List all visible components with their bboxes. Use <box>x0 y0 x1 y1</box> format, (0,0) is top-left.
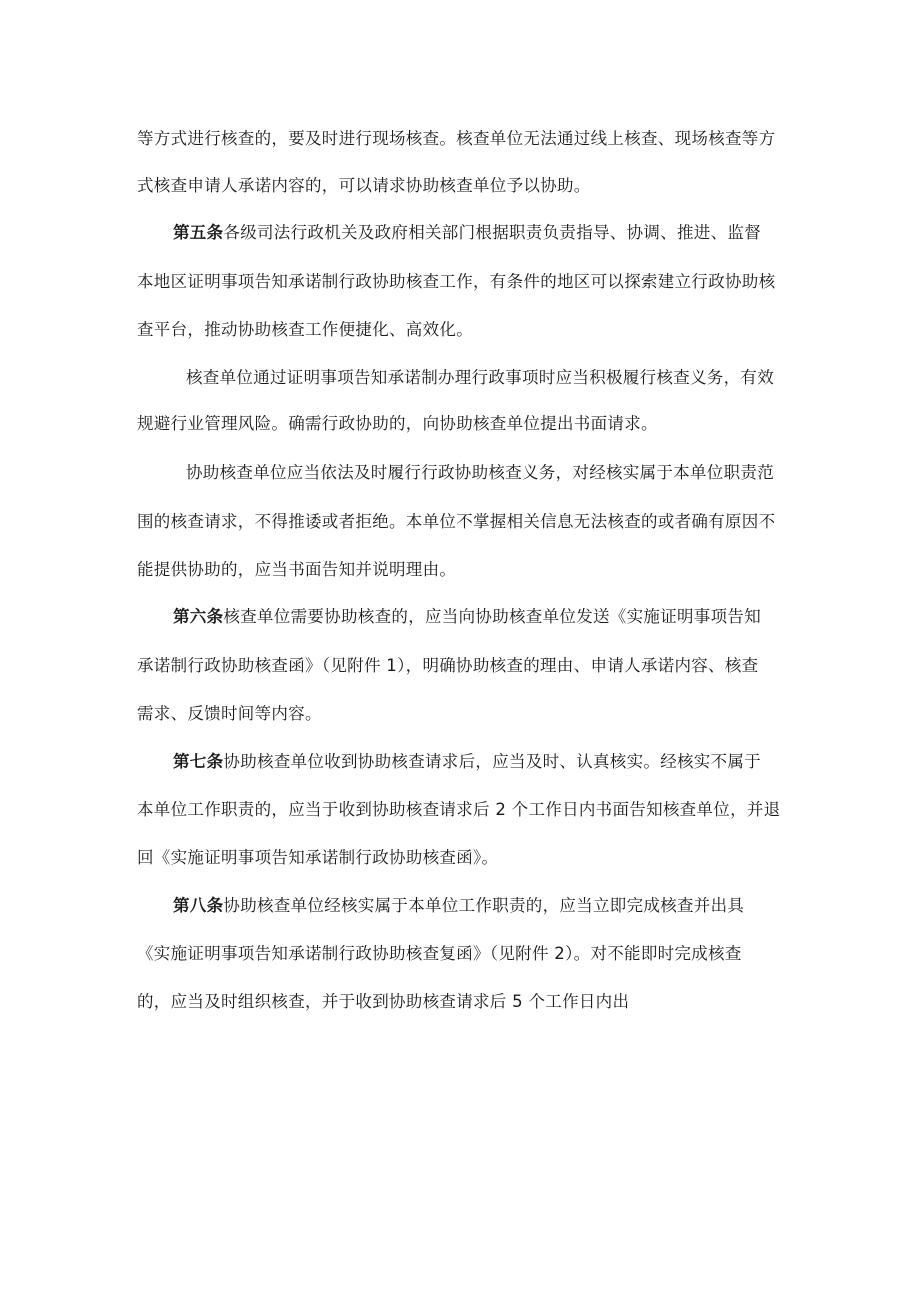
paragraph-line: 回《实施证明事项告知承诺制行政协助核查函》。 <box>137 848 499 867</box>
paragraph-line: 各级司法行政机关及政府相关部门根据职责负责指导、协调、推进、监督 <box>223 223 762 242</box>
paragraph-line: 协助核查单位收到协助核查请求后，应当及时、认真核实。经核实不属于 <box>223 752 762 771</box>
paragraph-line: 《实施证明事项告知承诺制行政协助核查复函》（见附件 2）。对不能即时完成核查 <box>137 944 742 963</box>
article-first-line <box>173 895 744 917</box>
article-heading: 第七条 <box>173 752 224 771</box>
paragraph-line: 等方式进行核查的，要及时进行现场核查。核查单位无法通过线上核查、现场核查等方 <box>137 129 776 148</box>
paragraph-line: 能提供协助的，应当书面告知并说明理由。 <box>137 560 457 579</box>
paragraph-line: 式核查申请人承诺内容的，可以请求协助核查单位予以协助。 <box>137 176 591 195</box>
paragraph-line: 协助核查单位应当依法及时履行行政协助核查义务，对经核实属于本单位职责范 <box>186 463 774 482</box>
paragraph-line: 规避行业管理风险。确需行政协助的，向协助核查单位提出书面请求。 <box>137 414 658 433</box>
article-heading: 第八条 <box>173 896 224 915</box>
paragraph-line: 需求、反馈时间等内容。 <box>137 704 322 723</box>
paragraph-line: 本地区证明事项告知承诺制行政协助核查工作，有条件的地区可以探索建立行政协助核 <box>137 272 776 291</box>
paragraph-line: 本单位工作职责的，应当于收到协助核查请求后 2 个工作日内书面告知核查单位，并退 <box>137 800 781 819</box>
article-first-line <box>173 222 761 244</box>
paragraph-line: 核查单位通过证明事项告知承诺制办理行政事项时应当积极履行核查义务，有效 <box>186 368 774 387</box>
article-heading: 第六条 <box>173 607 224 626</box>
article-first-line <box>173 751 761 773</box>
paragraph-line: 查平台，推动协助核查工作便捷化、高效化。 <box>137 320 473 339</box>
paragraph-line: 核查单位需要协助核查的，应当向协助核查单位发送《实施证明事项告知 <box>223 607 762 626</box>
paragraph-line: 围的核查请求，不得推诿或者拒绝。本单位不掌握相关信息无法核查的或者确有原因不 <box>137 512 776 531</box>
article-heading: 第五条 <box>173 223 224 242</box>
paragraph-line: 承诺制行政协助核查函》（见附件 1），明确协助核查的理由、申请人承诺内容、核查 <box>137 656 759 675</box>
paragraph-line: 协助核查单位经核实属于本单位工作职责的，应当立即完成核查并出具 <box>223 896 745 915</box>
paragraph-line: 的，应当及时组织核查，并于收到协助核查请求后 5 个工作日内出 <box>137 992 630 1011</box>
article-first-line <box>173 606 761 628</box>
